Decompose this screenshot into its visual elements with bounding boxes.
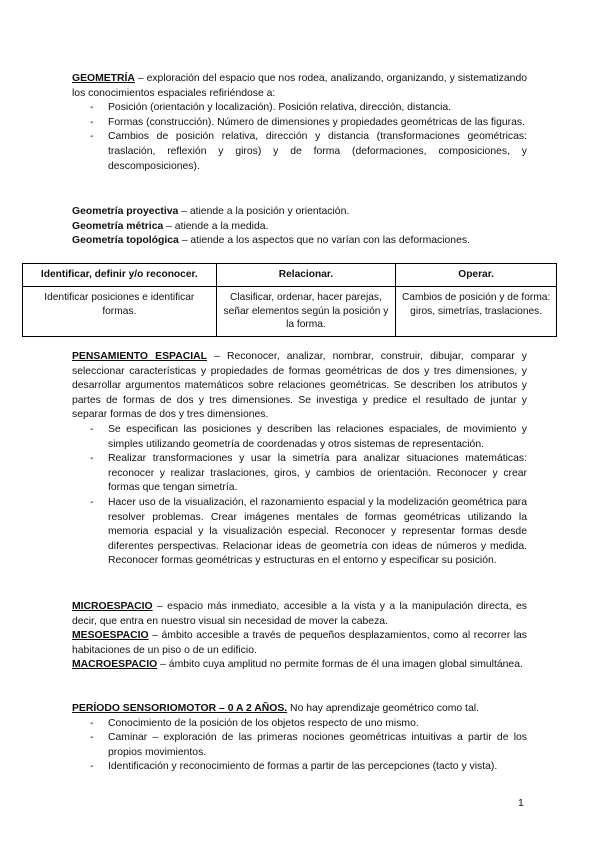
page-number: 1 [518,798,524,809]
periodo-section [72,702,527,775]
pensamiento-list [88,423,527,569]
macroespacio: MACROESPACIO – ámbito cuya amplitud no permite formas de él una imagen global simultánea. [72,659,523,671]
type-metrica: Geometría métrica – atiende a la medida. [72,220,269,232]
list-item: - Cambios de posición relativa, dirección y distancia (transformaciones geométricas: traslación, reflexión y giros) y de forma (deformaciones, composiciones, y descomposiciones). [88,130,527,174]
table-cell: Identificar posiciones e identificar formas. [23,287,217,337]
actions-table [22,263,557,337]
table-cell: Clasificar, ordenar, hacer parejas, señar elementos según la posición y la forma. [216,287,396,337]
geometria-list [88,101,527,174]
list-item: - Se especifican las posiciones y describen las relaciones espaciales, de movimiento y simples utilizando geometría de coordenadas y otros sistemas de representación. [88,423,527,452]
list-item: - Identificación y reconocimiento de formas a partir de las percepciones (tacto y vista). [88,760,527,775]
periodo-intro: PERÍODO SENSORIOMOTOR – 0 A 2 AÑOS. No hay aprendizaje geométrico como tal. [72,703,479,714]
list-item: - Realizar transformaciones y usar la simetría para analizar situaciones matemáticas: reconocer y realizar traslaciones, giros, y cambios de orientación. Reconocer y crear formas que tengan simetría. [88,452,527,496]
type-proyectiva: Geometría proyectiva – atiende a la posición y orientación. [72,206,350,217]
table-cell: Cambios de posición y de forma: giros, simetrías, traslaciones. [396,287,557,337]
espacios-section [72,600,527,673]
table-header-cell: Operar. [396,264,557,287]
table-header-cell: Identificar, definir y/o reconocer. [23,264,217,287]
geometria-heading: GEOMETRÍA [72,73,135,84]
table-header-cell: Relacionar. [216,264,396,287]
mesoespacio: MESOESPACIO – ámbito accesible a través de pequeños desplazamientos, como al recorrer las habitaciones de un piso o de un edificio. [72,630,527,656]
pensamiento-intro: PENSAMIENTO ESPACIAL – Reconocer, analizar, nombrar, construir, dibujar, comparar y seleccionar características y propiedades de formas geométricas de dos y tres dimensiones, y desarrollar argumentos matemáticos sobre relaciones geométricas. Se describen los atributos y partes de formas de dos y tres dimensiones. Se investiga y predice el resultado de juntar y separar formas de dos y tres dimensiones. [72,351,528,421]
geometry-types [72,205,527,249]
list-item: - Conocimiento de la posición de los objetos respecto de uno mismo. [88,717,527,732]
pensamiento-heading: PENSAMIENTO ESPACIAL [72,351,207,362]
table-header-row [23,264,557,287]
list-item: - Caminar – exploración de las primeras nociones geométricas intuitivas a partir de los propios movimientos. [88,731,527,760]
geometria-section [72,72,527,174]
list-item: - Hacer uso de la visualización, el razonamiento espacial y la modelización geométrica para resolver problemas. Crear imágenes mentales de formas geométricas utilizando la memoria espacial y la visualización especial. Reconocer y representar formas desde diferentes perspectivas. Relacionar ideas de geometría con ideas de números y medida. Reconocer formas geométricas y estructuras en el entorno y especificar su posición. [88,496,527,569]
type-topologica: Geometría topológica – atiende a los aspectos que no varían con las deformaciones. [72,235,470,247]
geometria-intro: GEOMETRÍA – exploración del espacio que nos rodea, analizando, organizando, y sistematizando los conocimientos espaciales refiriéndose a: [72,73,527,99]
list-item: - Posición (orientación y localización). Posición relativa, dirección, distancia. [88,101,527,116]
periodo-heading: PERÍODO SENSORIOMOTOR – 0 A 2 AÑOS. [72,703,288,714]
periodo-list [88,717,527,775]
list-item: - Formas (construcción). Número de dimensiones y propiedades geométricas de las figuras. [88,116,527,131]
table-row [23,287,557,337]
microespacio: MICROESPACIO – espacio más inmediato, accesible a la vista y a la manipulación directa, es decir, que entra en nuestro visual sin necesidad de mover la cabeza. [72,601,527,627]
pensamiento-section [72,350,527,569]
